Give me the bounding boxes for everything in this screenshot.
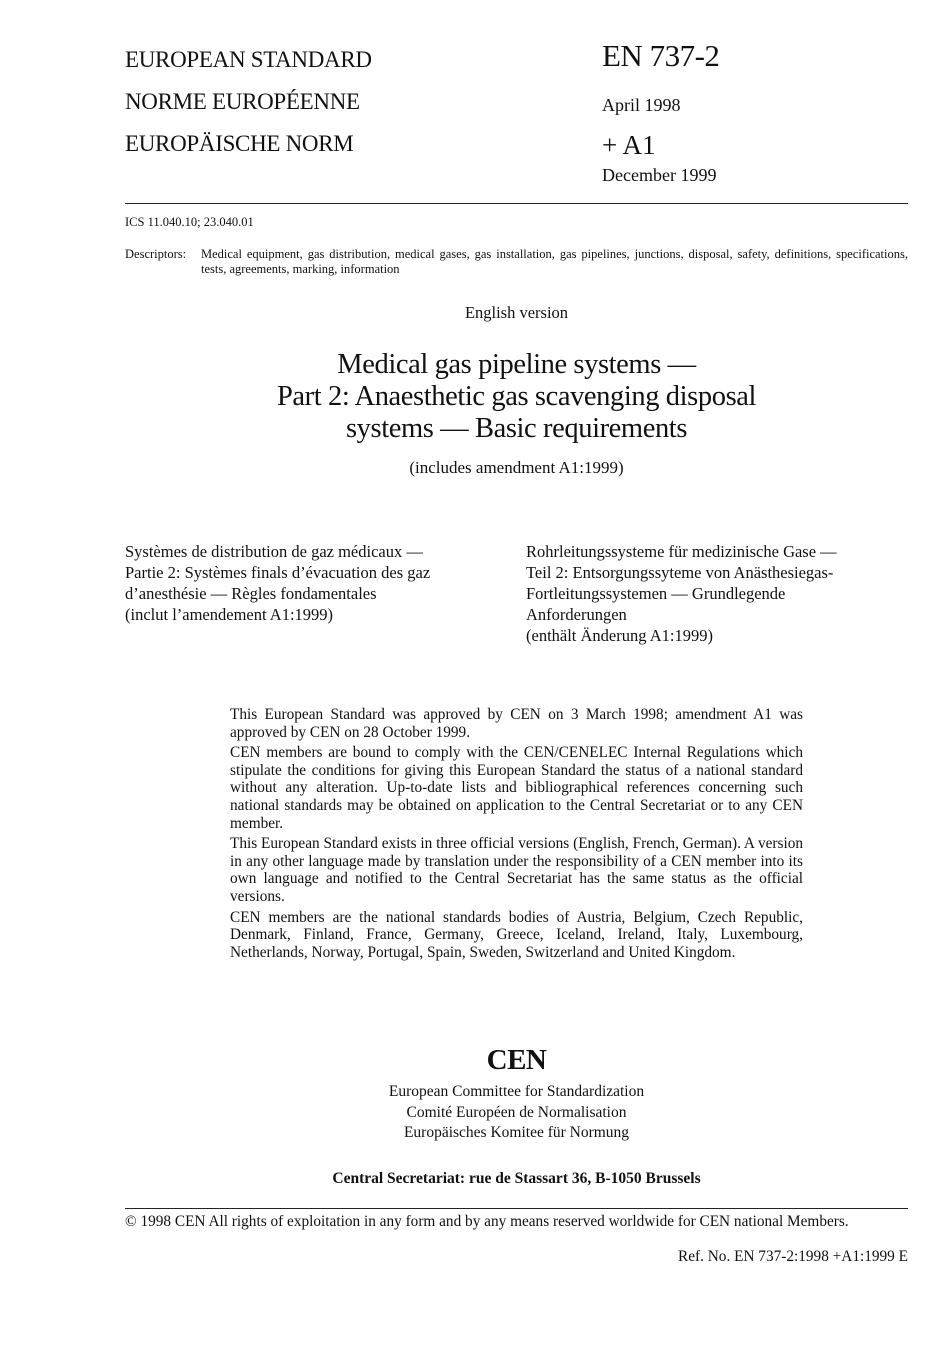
amendment-date: December 1999 <box>602 165 717 185</box>
central-secretariat-address: Central Secretariat: rue de Stassart 36, B-1050 Brussels <box>332 1170 701 1187</box>
french-title-line: (inclut l’amendement A1:1999) <box>125 605 334 624</box>
cen-logo: CEN <box>486 1044 547 1076</box>
german-title-line: Rohrleitungssysteme für medizinische Gase — <box>526 542 837 561</box>
french-title-line: Partie 2: Systèmes finals d’évacuation des gaz <box>125 563 431 582</box>
header-divider <box>125 203 908 204</box>
german-title-line: (enthält Änderung A1:1999) <box>526 626 713 645</box>
title-line: Part 2: Anaesthetic gas scavenging disposal <box>276 381 757 412</box>
copyright-notice: © 1998 CEN All rights of exploitation in any form and by any means reserved worldwide for CEN national Members. <box>125 1213 849 1230</box>
title-line: Medical gas pipeline systems — <box>337 349 696 380</box>
title-european-standard: EUROPEAN STANDARD <box>125 47 372 72</box>
ics-codes: ICS 11.040.10; 23.040.01 <box>125 215 254 229</box>
committee-name-fr: Comité Européen de Normalisation <box>406 1103 627 1121</box>
german-title-line: Teil 2: Entsorgungssyteme von Anästhesiegas- <box>526 563 834 582</box>
cen-committee-names <box>125 1082 908 1144</box>
descriptors-label: Descriptors: <box>125 247 187 261</box>
standard-number: EN 737-2 <box>602 38 720 73</box>
document-title <box>125 349 908 445</box>
approval-text <box>230 706 803 964</box>
amendment-label: + A1 <box>602 130 656 160</box>
french-title-line: Systèmes de distribution de gaz médicaux — <box>125 542 423 561</box>
paragraph-versions: This European Standard exists in three official versions (English, French, German). A version in any other language made by translation under the responsibility of a CEN member into its own language and notified to the Central Secretariat has the same status as the official versions. <box>230 835 803 905</box>
paragraph-compliance: CEN members are bound to comply with the CEN/CENELEC Internal Regulations which stipulate the conditions for giving this European Standard the status of a national standard without any alteration. Up-to-date lists and bibliographical references concerning such national standards may be obtained on application to the Central Secretariat or to any CEN member. <box>230 744 803 832</box>
french-title <box>125 541 430 625</box>
descriptors-text: Medical equipment, gas distribution, medical gases, gas installation, gas pipelines, junctions, disposal, safety, definitions, specifications, tests, agreements, marking, information <box>201 247 908 276</box>
german-title-line: Anforderungen <box>526 605 627 624</box>
committee-name-en: European Committee for Standardization <box>388 1083 645 1100</box>
language-version: English version <box>464 303 569 322</box>
german-title-line: Fortleitungssystemen — Grundlegende <box>526 584 786 603</box>
committee-name-de: Europäisches Komitee für Normung <box>403 1124 630 1141</box>
publication-date: April 1998 <box>602 95 681 115</box>
german-title <box>526 541 837 646</box>
title-norme-europeenne: NORME EUROPÉENNE <box>125 89 360 114</box>
paragraph-approval: This European Standard was approved by CEN on 3 March 1998; amendment A1 was approved by CEN on 28 October 1999. <box>230 706 803 741</box>
includes-amendment: (includes amendment A1:1999) <box>409 458 624 477</box>
title-europaische-norm: EUROPÄISCHE NORM <box>125 131 354 156</box>
title-line: systems — Basic requirements <box>345 413 688 444</box>
french-title-line: d’anesthésie — Règles fondamentales <box>125 584 377 603</box>
paragraph-members: CEN members are the national standards bodies of Austria, Belgium, Czech Republic, Denmark, Finland, France, Germany, Greece, Iceland, Ireland, Italy, Luxembourg, Netherlands, Norway, Portugal, Spain, Sweden, Switzerland and United Kingdom. <box>230 908 803 961</box>
footer-divider <box>125 1208 908 1209</box>
reference-number: Ref. No. EN 737-2:1998 +A1:1999 E <box>678 1248 908 1265</box>
